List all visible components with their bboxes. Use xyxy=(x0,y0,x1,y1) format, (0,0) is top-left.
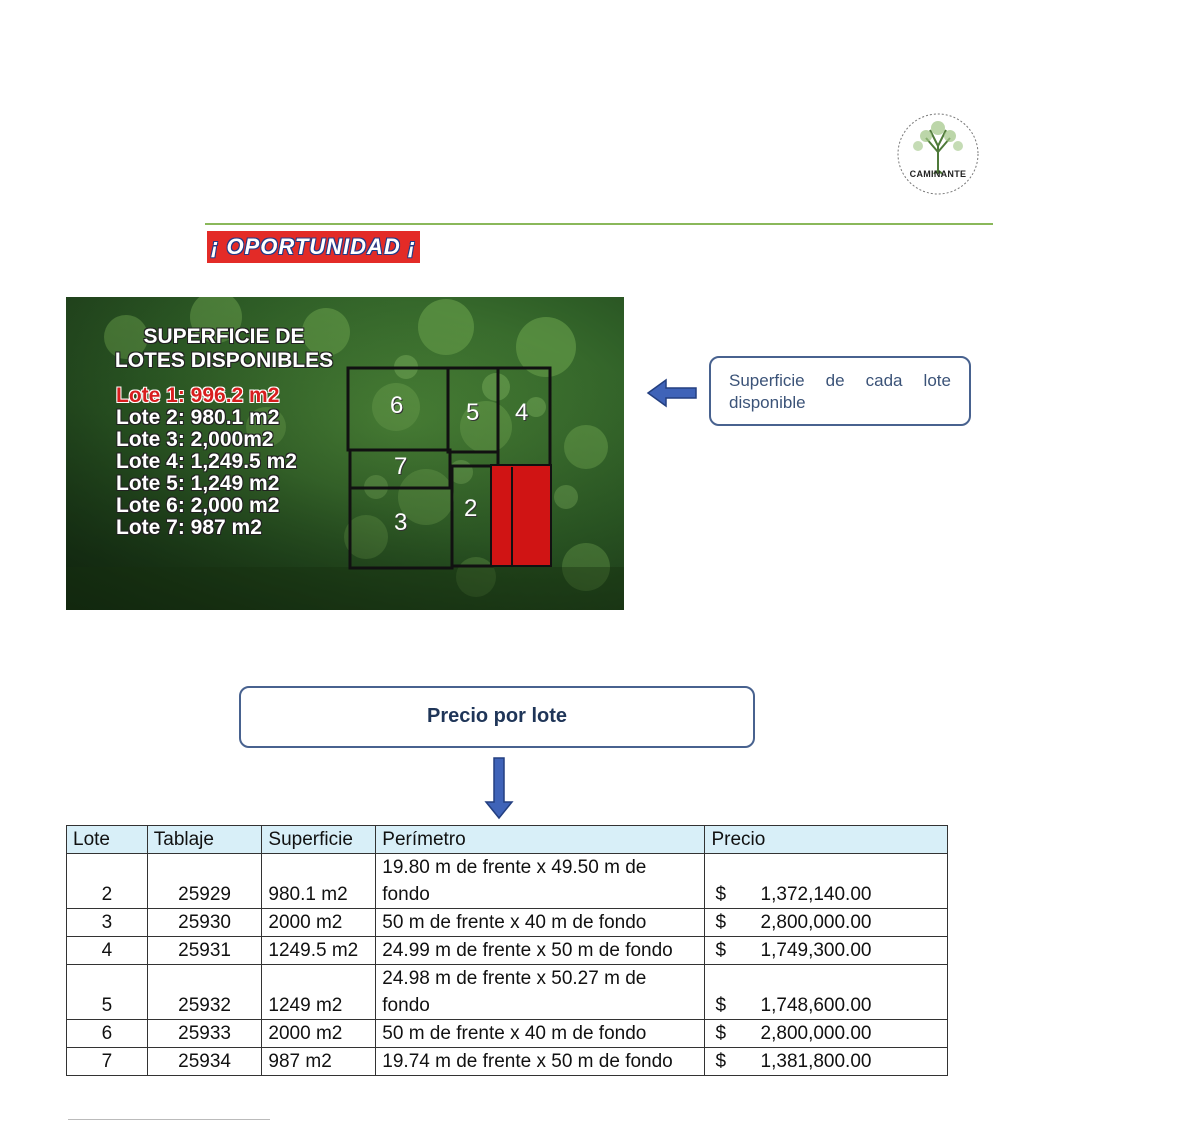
table-header-row xyxy=(67,826,948,854)
surface-callout xyxy=(709,356,971,426)
cell-tablaje: 25934 xyxy=(147,1048,262,1076)
cell-superficie: 2000 m2 xyxy=(262,1020,376,1048)
price-per-lot-box: Precio por lote xyxy=(239,686,755,748)
cell-tablaje: 25930 xyxy=(147,909,262,937)
price-amount: 1,372,140.00 xyxy=(760,884,872,905)
cell-precio xyxy=(705,854,948,909)
cell-lote: 3 xyxy=(67,909,148,937)
table-row xyxy=(67,937,948,965)
currency-sign: $ xyxy=(715,940,727,961)
lot-line-7: Lote 7: 987 m2 xyxy=(116,516,262,539)
cell-lote: 4 xyxy=(67,937,148,965)
lot-line-5: Lote 5: 1,249 m2 xyxy=(116,472,280,495)
cell-tablaje: 25931 xyxy=(147,937,262,965)
price-amount: 2,800,000.00 xyxy=(760,912,872,933)
aerial-lots-image xyxy=(66,297,624,610)
perimetro-line-1: 24.98 m de frente x 50.27 m de xyxy=(382,968,647,989)
header-precio: Precio xyxy=(705,826,948,854)
callout-word: lote xyxy=(923,371,951,390)
header-superficie: Superficie xyxy=(262,826,376,854)
table-row xyxy=(67,1020,948,1048)
callout-line-1 xyxy=(729,370,951,392)
cell-superficie: 980.1 m2 xyxy=(262,854,376,909)
callout-line-2: disponible xyxy=(729,393,806,412)
plot-number-4: 4 xyxy=(515,399,529,426)
plot-number-3: 3 xyxy=(394,509,408,536)
down-arrow-icon xyxy=(484,756,514,820)
aerial-title-line1: SUPERFICIE DE xyxy=(143,325,305,348)
cell-tablaje: 25929 xyxy=(147,854,262,909)
lot-line-1: Lote 1: 996.2 m2 xyxy=(116,384,280,407)
cell-perimetro xyxy=(376,854,705,909)
cell-superficie: 1249.5 m2 xyxy=(262,937,376,965)
cell-tablaje: 25932 xyxy=(147,965,262,1020)
plot-number-2: 2 xyxy=(464,495,478,522)
perimetro-line-2: fondo xyxy=(382,995,430,1016)
green-divider xyxy=(205,223,993,225)
price-amount: 1,749,300.00 xyxy=(760,940,872,961)
cell-precio xyxy=(705,1020,948,1048)
cell-perimetro: 24.99 m de frente x 50 m de fondo xyxy=(376,937,705,965)
aerial-title-line2: LOTES DISPONIBLES xyxy=(114,349,334,372)
cell-lote: 5 xyxy=(67,965,148,1020)
table-row xyxy=(67,909,948,937)
cell-superficie: 1249 m2 xyxy=(262,965,376,1020)
header-perimetro: Perímetro xyxy=(376,826,705,854)
cell-precio xyxy=(705,1048,948,1076)
cell-perimetro: 50 m de frente x 40 m de fondo xyxy=(376,1020,705,1048)
logo-name: CAMINANTE xyxy=(909,169,967,179)
price-amount: 1,381,800.00 xyxy=(760,1051,872,1072)
footnote-separator xyxy=(68,1119,270,1120)
cell-lote: 2 xyxy=(67,854,148,909)
currency-sign: $ xyxy=(715,1023,727,1044)
lot-line-6: Lote 6: 2,000 m2 xyxy=(116,494,280,517)
price-table xyxy=(66,825,948,1076)
header-lote: Lote xyxy=(67,826,148,854)
cell-superficie: 987 m2 xyxy=(262,1048,376,1076)
lot-line-4: Lote 4: 1,249.5 m2 xyxy=(116,450,297,473)
lot-surface-list xyxy=(116,385,297,539)
cell-perimetro xyxy=(376,965,705,1020)
tree-logo-icon xyxy=(896,112,980,196)
left-arrow-icon xyxy=(646,378,700,408)
aerial-title xyxy=(94,325,354,373)
plot-number-7: 7 xyxy=(394,453,408,480)
header-tablaje: Tablaje xyxy=(147,826,262,854)
cell-perimetro: 50 m de frente x 40 m de fondo xyxy=(376,909,705,937)
cell-lote: 7 xyxy=(67,1048,148,1076)
lot-line-3: Lote 3: 2,000m2 xyxy=(116,428,274,451)
callout-word: cada xyxy=(865,371,903,390)
cell-precio xyxy=(705,909,948,937)
table-row xyxy=(67,854,948,909)
currency-sign: $ xyxy=(715,995,727,1016)
currency-sign: $ xyxy=(715,912,727,933)
lot-line-2: Lote 2: 980.1 m2 xyxy=(116,406,280,429)
callout-word: Superficie xyxy=(729,371,805,390)
cell-tablaje: 25933 xyxy=(147,1020,262,1048)
cell-perimetro: 19.74 m de frente x 50 m de fondo xyxy=(376,1048,705,1076)
perimetro-line-1: 19.80 m de frente x 49.50 m de xyxy=(382,857,647,878)
caminante-logo xyxy=(896,112,980,196)
cell-lote: 6 xyxy=(67,1020,148,1048)
cell-precio xyxy=(705,965,948,1020)
plot-number-5: 5 xyxy=(466,399,480,426)
cell-precio xyxy=(705,937,948,965)
table-row xyxy=(67,965,948,1020)
perimetro-line-2: fondo xyxy=(382,884,430,905)
callout-word: de xyxy=(825,371,845,390)
price-amount: 2,800,000.00 xyxy=(760,1023,872,1044)
table-row xyxy=(67,1048,948,1076)
price-amount: 1,748,600.00 xyxy=(760,995,872,1016)
cell-superficie: 2000 m2 xyxy=(262,909,376,937)
currency-sign: $ xyxy=(715,1051,727,1072)
oportunidad-banner: ¡ OPORTUNIDAD ¡ xyxy=(207,231,420,263)
currency-sign: $ xyxy=(715,884,727,905)
plot-number-6: 6 xyxy=(390,392,404,419)
